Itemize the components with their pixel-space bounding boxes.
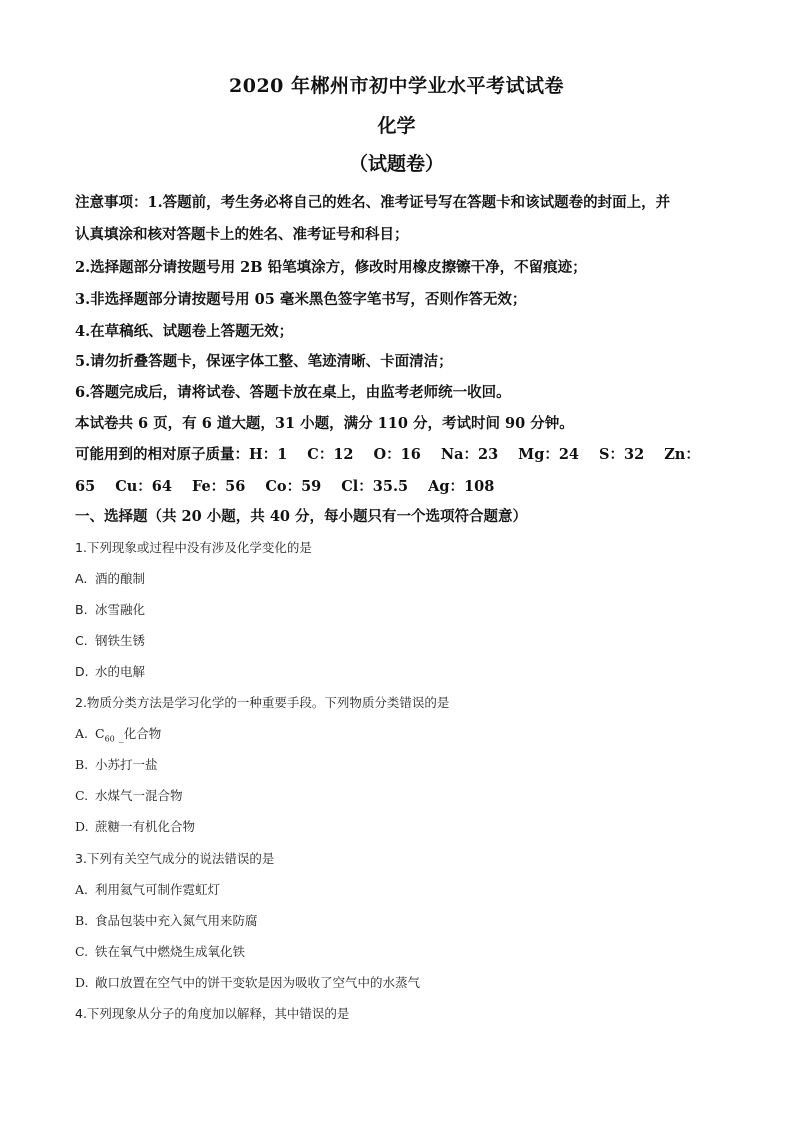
notice-line: 注意事项：1.答题前，考生务必将自己的姓名、准考证号写在答题卡和该试题卷的封面上，并 [75,194,671,211]
option-b: B. 食品包装中充入氮气用来防腐 [75,913,258,928]
option-b: B. 冰雪融化 [75,602,145,617]
question-stem: 2.物质分类方法是学习化学的一种重要手段。下列物质分类错误的是 [75,695,450,710]
notice-line: 6.答题完成后，请将试卷、答题卡放在桌上，由监考老师统一收回。 [75,384,511,401]
subject-title: 化学 [377,115,416,137]
option-d: D. 蔗糖一有机化合物 [75,819,195,834]
atomic-mass-line-1 [75,443,720,464]
question-stem: 1.下列现象或过程中没有涉及化学变化的是 [75,540,312,555]
notice-line: 4.在草稿纸、试题卷上答题无效； [75,323,294,340]
formula: C [94,726,105,741]
mass-cl: Cl：35.5 [341,478,409,495]
paper-subtitle: （试题卷） [348,153,444,175]
mass-ag: Ag：108 [428,478,495,495]
mass-s: S：32 [599,446,645,463]
notice-line: 3.非选择题部分请按题号用 05 毫米黑色签字笔书写，否则作答无效； [75,291,527,308]
exam-info: 本试卷共 6 页，有 6 道大题，31 小题，满分 110 分，考试时间 90 分钟。 [75,415,574,432]
mass-zn-value: 65 [75,478,96,495]
option-b: B. 小苏打一盐 [75,757,158,772]
notice-line: 2.选择题部分请按题号用 2B 铅笔填涂方，修改时用橡皮擦镲干净，不留痕迹； [75,259,587,276]
option-a: A. $C_{60}$ _化合物 [75,726,162,744]
mass-na: Na：23 [440,446,499,463]
option-d: D. 水的电解 [75,664,145,679]
question-stem: 4.下列现象从分子的角度加以解释，其中错误的是 [75,1006,350,1021]
atomic-mass-line-2 [75,475,514,496]
exam-title: 2020 年郴州市初中学业水平考试试卷 [229,75,564,97]
mass-c: C：12 [307,446,354,463]
option-c: C. 水煤气一混合物 [75,788,183,803]
mass-o: O：16 [373,446,421,463]
mass-zn: Zn： [664,446,700,463]
atomic-mass-label: 可能用到的相对原子质量： [75,446,249,463]
mass-cu: Cu：64 [115,478,172,495]
option-c: C. 钢铁生锈 [75,633,145,648]
option-d: D. 敞口放置在空气中的饼干变软是因为吸收了空气中的水蒸气 [75,975,420,990]
notice-line: 认真填涂和核对答题卡上的姓名、准考证号和科目； [75,226,409,243]
mass-fe: Fe：56 [191,478,246,495]
option-a: A. 利用氦气可制作霓虹灯 [75,882,220,897]
section-heading: 一、选择题（共 20 小题，共 40 分，每小题只有一个选项符合题意） [75,508,528,525]
mass-mg: Mg：24 [518,446,580,463]
mass-co: Co：59 [265,478,322,495]
notice-line: 5.请勿折叠答题卡，保诬字体工整、笔迹清晰、卡面清洁； [75,353,453,370]
mass-h: H：1 [249,446,288,463]
option-c: C. 铁在氧气中燃烧生成氧化铁 [75,944,245,959]
option-a: A. 酒的酿制 [75,571,145,586]
question-stem: 3.下列有关空气成分的说法错误的是 [75,851,275,866]
